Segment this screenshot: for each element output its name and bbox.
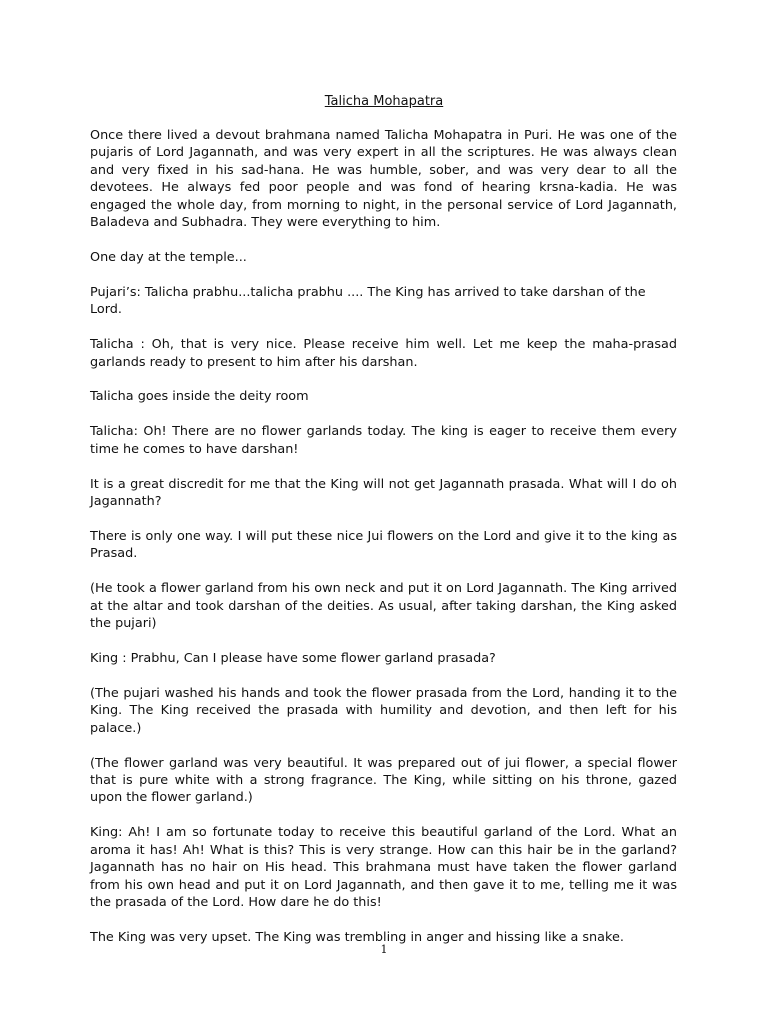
paragraph-king-upset: The King was very upset. The King was trembling in anger and hissing like a snake. <box>90 929 624 945</box>
paragraph-garland-description: (The flower garland was very beautiful. It was prepared out of jui flower, a special flower that is pure white with a strong fragrance. The King, while sitting on his throne, gazed upon the flower garland.) <box>90 755 677 806</box>
document-title: Talicha Mohapatra <box>324 94 444 109</box>
paragraph-pujari-dialogue: Pujari’s: Talicha prabhu...talicha prabhu .... The King has arrived to take darshan of the Lord. <box>90 284 646 318</box>
paragraph-temple: One day at the temple... <box>90 249 247 265</box>
paragraph-discredit: It is a great discredit for me that the King will not get Jagannath prasada. What will I do oh Jagannath? <box>90 476 677 510</box>
document-body <box>90 127 677 964</box>
paragraph-no-garlands: Talicha: Oh! There are no flower garlands today. The king is eager to receive them every time he comes to have darshan! <box>90 424 677 457</box>
paragraph-garland-action: (He took a flower garland from his own neck and put it on Lord Jagannath. The King arrived at the altar and took darshan of the deities. As usual, after taking darshan, the King asked the pujari) <box>90 581 677 632</box>
paragraph-deity-room: Talicha goes inside the deity room <box>90 389 309 405</box>
paragraph-intro: Once there lived a devout brahmana named Talicha Mohapatra in Puri. He was one of the pujaris of Lord Jagannath, and was very expert in all the scriptures. He was always clean and very fixed in his sad-hana. He was humble, sober, and was very dear to all the devotees. He always fed poor people and was fond of hearing krsna-kadia. He was engaged the whole day, from morning to night, in the personal service of Lord Jagannath, Baladeva and Subhadra. They were everything to him. <box>90 128 677 231</box>
paragraph-talicha-reply: Talicha : Oh, that is very nice. Please receive him well. Let me keep the maha-prasad garlands ready to present to him after his darshan. <box>90 337 677 370</box>
page-number: 1 <box>380 943 388 956</box>
paragraph-prasada-given: (The pujari washed his hands and took the flower prasada from the Lord, handing it to the King. The King received the prasada with humility and devotion, and then left for his palace.) <box>90 685 677 736</box>
paragraph-one-way: There is only one way. I will put these nice Jui flowers on the Lord and give it to the king as Prasad. <box>90 529 677 562</box>
paragraph-king-discovery: King: Ah! I am so fortunate today to receive this beautiful garland of the Lord. What an aroma it has! Ah! What is this? This is very strange. How can this hair be in the garland? Jagannath has no hair on His head. This brahmana must have taken the flower garland from his own head and put it on Lord Jagannath, and then gave it to me, telling me it was the prasada of the Lord. How dare he do this! <box>90 825 677 910</box>
paragraph-king-request: King : Prabhu, Can I please have some flower garland prasada? <box>90 651 496 667</box>
